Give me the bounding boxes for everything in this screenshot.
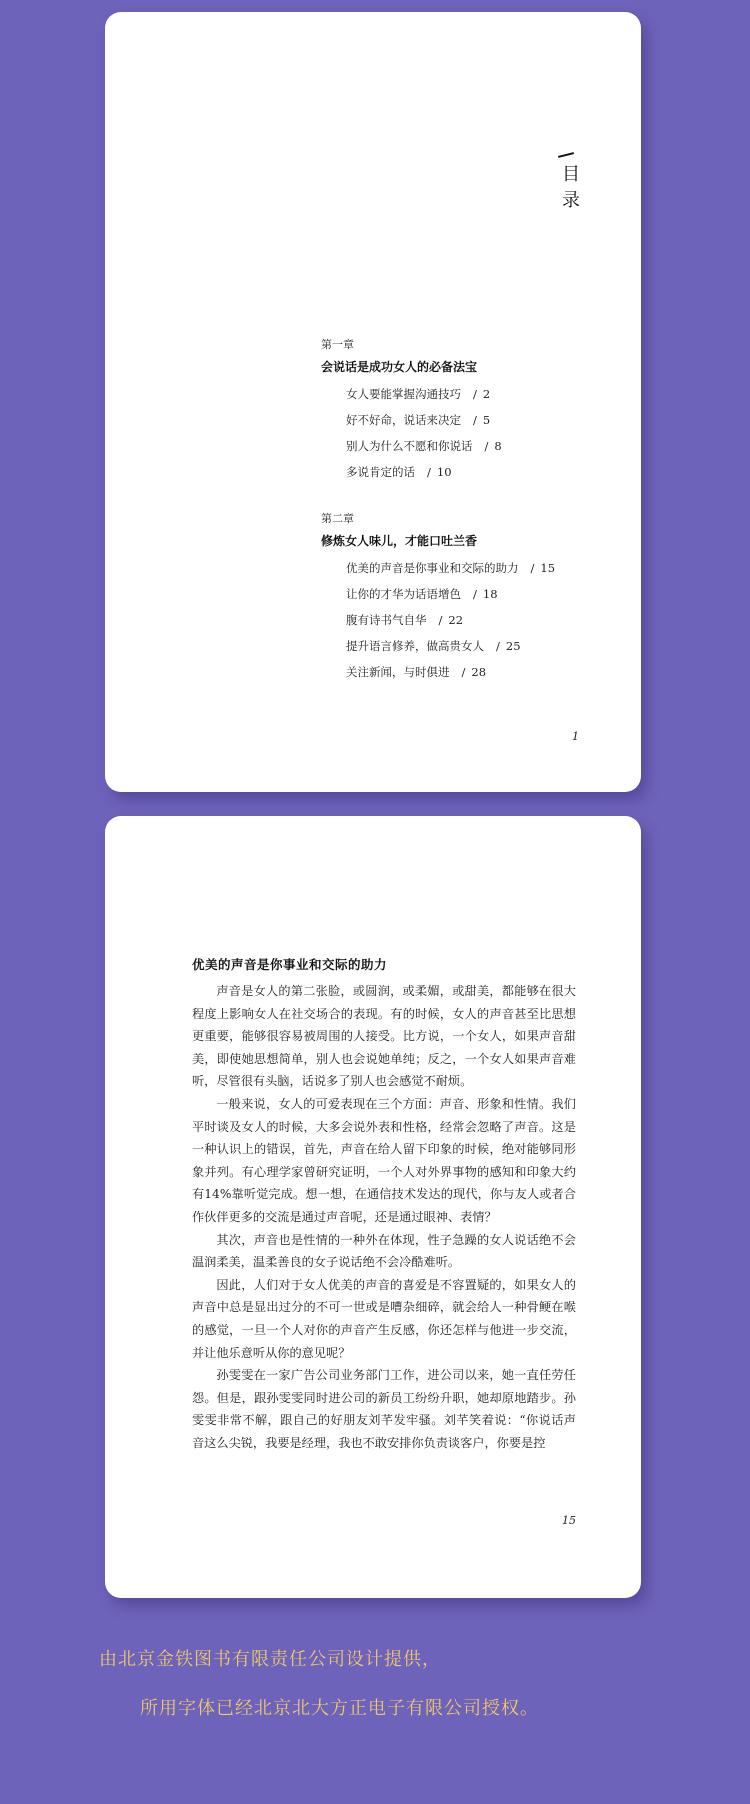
toc-entry-page: 10: [436, 465, 452, 479]
toc-entry-label: 好不好命，说话来决定: [346, 413, 461, 427]
toc-entry[interactable]: [321, 633, 621, 659]
separator: /: [473, 413, 477, 427]
article: [192, 954, 576, 1454]
page-number: 1: [572, 730, 579, 743]
toc-entry-page: 15: [540, 561, 556, 575]
toc-entry[interactable]: [321, 555, 621, 581]
separator: /: [496, 639, 500, 653]
separator: /: [438, 613, 443, 627]
chapter-1: [321, 335, 621, 485]
separator: /: [427, 465, 431, 479]
toc-list: [321, 335, 621, 685]
credit-line-2: 所用字体已经北京北大方正电子有限公司授权。: [140, 1698, 539, 1719]
toc-entry[interactable]: [321, 407, 621, 433]
toc-heading-char-2: 录: [562, 190, 580, 211]
toc-page: [105, 12, 641, 792]
chapter-gap: [321, 485, 621, 509]
toc-entry[interactable]: [321, 459, 621, 485]
toc-heading-char-1: 目: [562, 164, 580, 185]
chapter-title: 修炼女人味儿，才能口吐兰香: [321, 534, 478, 548]
chapter-number: 第二章: [321, 512, 354, 525]
separator: /: [461, 665, 466, 679]
toc-entry-page: 5: [482, 413, 491, 427]
chapter-2: [321, 509, 621, 685]
article-title: 优美的声音是你事业和交际的助力: [192, 957, 388, 972]
toc-heading: [561, 162, 581, 214]
credit-line-1: 由北京金铁图书有限责任公司设计提供，: [99, 1649, 441, 1670]
paragraph: 孙雯雯在一家广告公司业务部门工作，进公司以来，她一直任劳任怨。但是，跟孙雯雯同时进公司的新员工纷纷升职，她却原地踏步。孙雯雯非常不解，跟自己的好朋友刘芊发牢骚。刘芊笑着说：“你说话声音这么尖锐，我要是经理，我也不敢安排你负责谈客户，你要是控: [192, 1368, 576, 1450]
toc-entry-page: 18: [482, 587, 498, 601]
separator: /: [473, 387, 477, 401]
toc-entry-page: 2: [482, 387, 491, 401]
toc-entry-page: 8: [494, 439, 502, 453]
paragraph: 其次，声音也是性情的一种外在体现，性子急躁的女人说话绝不会温润柔美，温柔善良的女子说话绝不会冷酷难听。: [192, 1232, 576, 1270]
toc-entry[interactable]: [321, 659, 621, 685]
separator: /: [530, 561, 535, 575]
toc-entry-label: 让你的才华为话语增色: [346, 587, 461, 601]
paragraph: 因此，人们对于女人优美的声音的喜爱是不容置疑的，如果女人的声音中总是显出过分的不可一世或是嘈杂细碎，就会给人一种骨鲠在喉的感觉，一旦一个人对你的声音产生反感，你还怎样与他进一步交流，并让他乐意听从你的意见呢？: [192, 1277, 576, 1360]
toc-entry-page: 22: [448, 613, 464, 627]
toc-entry-label: 女人要能掌握沟通技巧: [346, 387, 461, 401]
separator: /: [484, 439, 489, 453]
toc-entry-label: 多说肯定的话: [346, 465, 415, 479]
chapter-number: 第一章: [321, 338, 354, 351]
toc-entry-page: 25: [505, 639, 521, 653]
toc-entry[interactable]: [321, 581, 621, 607]
toc-entry-label: 提升语言修养，做高贵女人: [346, 639, 484, 653]
body-page: [105, 816, 641, 1598]
toc-entry-label: 关注新闻，与时俱进: [346, 665, 450, 679]
toc-entry-page: 28: [471, 665, 487, 679]
toc-entry-label: 别人为什么不愿和你说话: [346, 439, 473, 453]
toc-entry[interactable]: [321, 433, 621, 459]
toc-entry[interactable]: [321, 607, 621, 633]
toc-entry-label: 腹有诗书气自华: [346, 613, 427, 627]
separator: /: [473, 587, 477, 601]
page-number: 15: [562, 1514, 576, 1527]
heading-rule: [558, 152, 574, 158]
paragraph: 一般来说，女人的可爱表现在三个方面：声音、形象和性情。我们平时谈及女人的时候，大多会说外表和性格，经常会忽略了声音。这是一种认识上的错误，首先，声音在给人留下印象的时候，绝对能够同形象并列。有心理学家曾研究证明，一个人对外界事物的感知和印象大约有14%靠听觉完成。想一想，在通信技术发达的现代，你与友人或者合作伙伴更多的交流是通过声音呢，还是通过眼神、表情？: [192, 1096, 576, 1224]
paragraph: 声音是女人的第二张脸，或圆润，或柔媚，或甜美，都能够在很大程度上影响女人在社交场合的表现。有的时候，女人的声音甚至比思想更重要，能够很容易被周围的人接受。比方说，一个女人，如果声音甜美，即使她思想简单，别人也会说她单纯；反之，一个女人如果声音难听，尽管很有头脑，话说多了别人也会感觉不耐烦。: [192, 984, 576, 1089]
toc-entry[interactable]: [321, 381, 621, 407]
chapter-title: 会说话是成功女人的必备法宝: [321, 360, 478, 374]
toc-entry-label: 优美的声音是你事业和交际的助力: [346, 561, 519, 575]
